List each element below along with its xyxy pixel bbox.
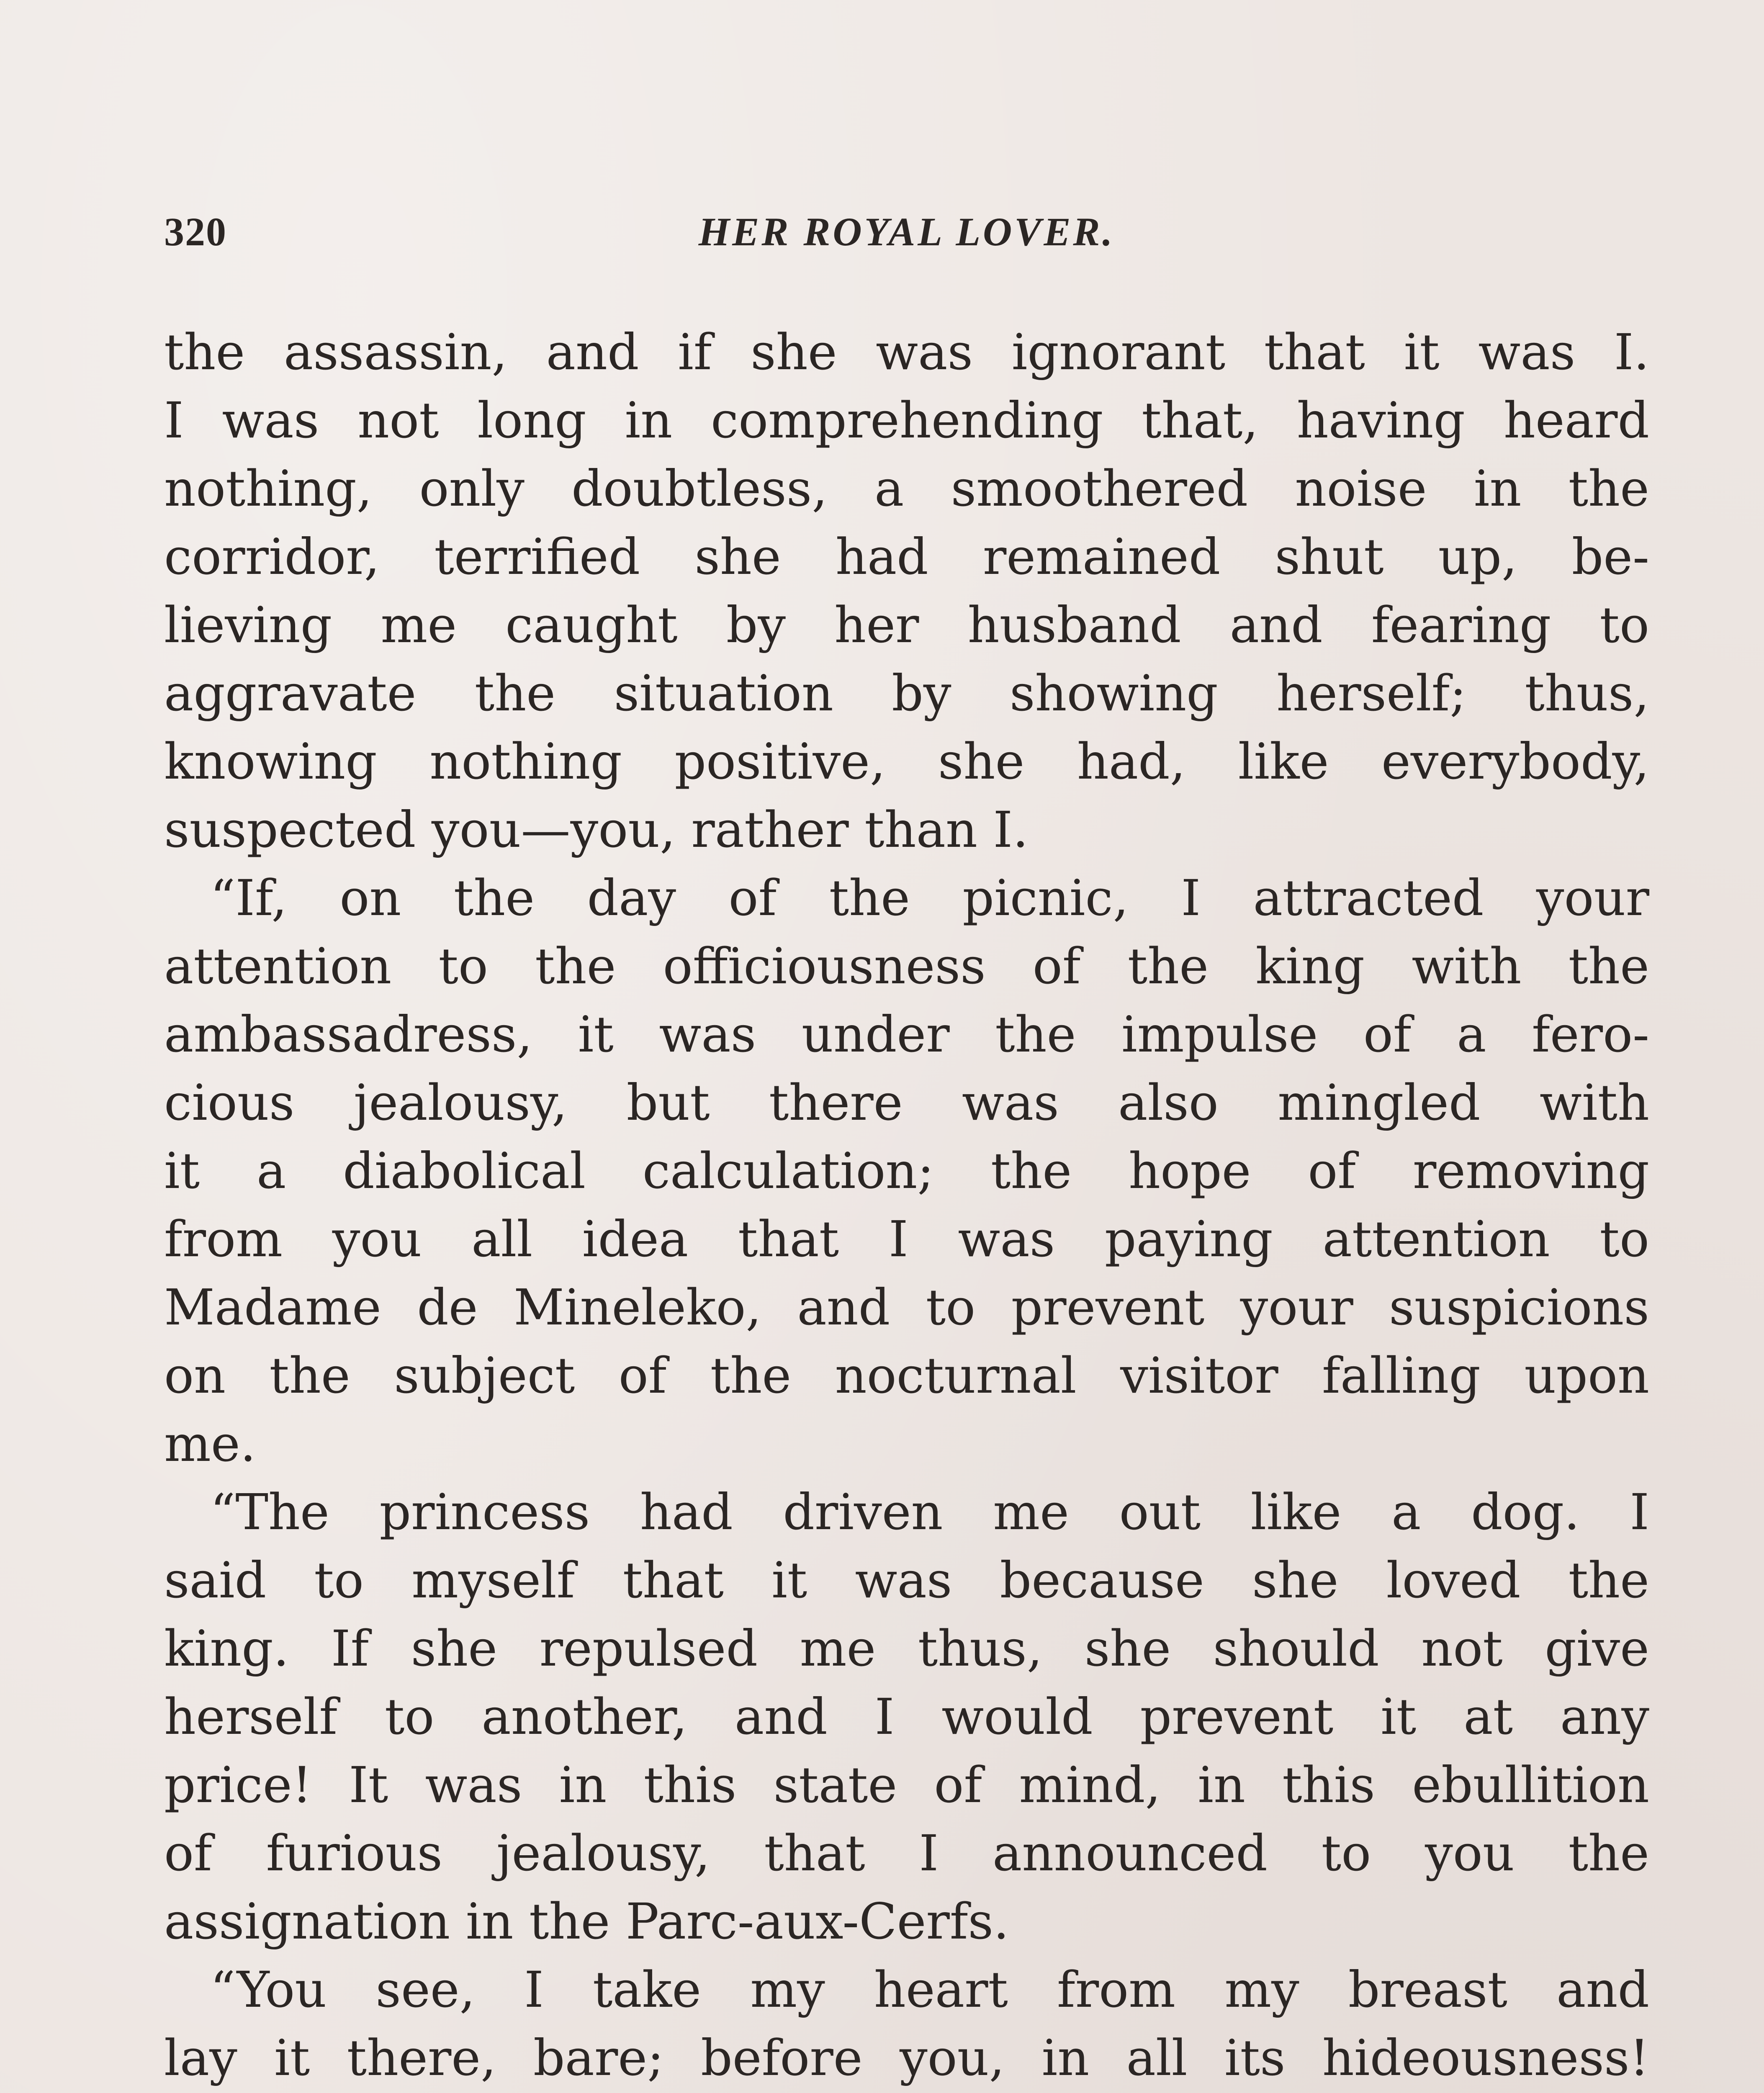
text-line: herself to another, and I would prevent it at any	[164, 1688, 1649, 1746]
text-line: knowing nothing positive, she had, like everybody,	[164, 733, 1649, 790]
page-number: 320	[164, 209, 227, 254]
text-line: it a diabolical calculation; the hope of removing	[164, 1142, 1649, 1200]
text-line: lieving me caught by her husband and fearing to	[164, 596, 1649, 654]
text-line: said to myself that it was because she loved the	[164, 1551, 1649, 1609]
paragraph-last-line: me.	[164, 1415, 256, 1473]
text-line: nothing, only doubtless, a smoothered noise in the	[164, 460, 1649, 517]
paragraph-first-line: “You see, I take my heart from my breast and	[210, 1961, 1649, 2018]
text-line: aggravate the situation by showing herself; thus,	[164, 664, 1649, 722]
text-line: ambassadress, it was under the impulse of a fero-	[164, 1005, 1649, 1063]
paragraph-first-line: “If, on the day of the picnic, I attracted your	[210, 869, 1649, 927]
paragraph-last-line: assignation in the Parc-aux-Cerfs.	[164, 1892, 1009, 1950]
paragraph-last-line: suspected you—you, rather than I.	[164, 801, 1029, 859]
text-line: on the subject of the nocturnal visitor falling upon	[164, 1347, 1649, 1404]
text-line: lay it there, bare; before you, in all its hideousness!	[164, 2029, 1649, 2087]
text-line: price! It was in this state of mind, in this ebullition	[164, 1756, 1649, 1814]
text-line: attention to the officiousness of the king with the	[164, 937, 1649, 995]
text-line: from you all idea that I was paying attention to	[164, 1210, 1649, 1268]
text-line: of furious jealousy, that I announced to you the	[164, 1824, 1649, 1882]
text-line: corridor, terrified she had remained shut up, be-	[164, 528, 1649, 586]
text-line: the assassin, and if she was ignorant that it was I.	[164, 323, 1649, 381]
running-title: HER ROYAL LOVER.	[698, 209, 1115, 254]
text-line: king. If she repulsed me thus, she should not give	[164, 1620, 1649, 1677]
paragraph-first-line: “The princess had driven me out like a dog. I	[210, 1483, 1649, 1541]
body-text	[164, 318, 1649, 2093]
text-line: cious jealousy, but there was also mingled with	[164, 1074, 1649, 1131]
text-line: I was not long in comprehending that, having heard	[164, 391, 1649, 449]
text-line: Madame de Mineleko, and to prevent your suspicions	[164, 1278, 1649, 1336]
running-head	[164, 208, 1649, 271]
